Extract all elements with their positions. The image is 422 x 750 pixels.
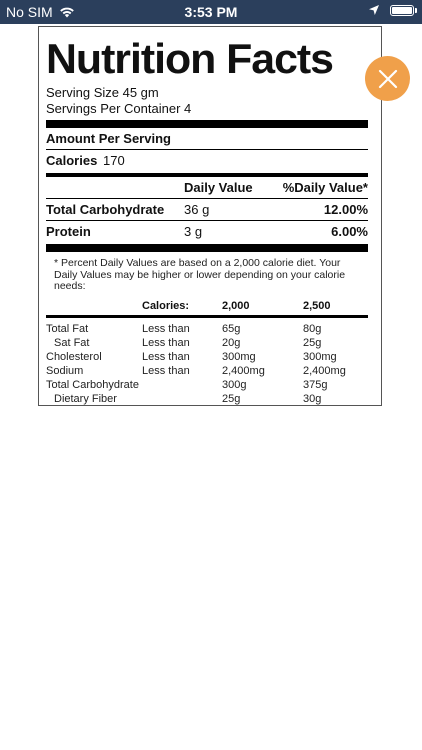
servings-per-container: Servings Per Container 4	[46, 101, 192, 116]
status-bar	[0, 0, 422, 24]
nutrition-label	[38, 26, 382, 406]
reference-row	[46, 322, 368, 336]
ref-qualifier: Less than	[142, 350, 190, 363]
ref-value-2500: 80g	[303, 322, 322, 335]
col-pct-daily-value: %Daily Value*	[282, 180, 368, 195]
reference-row	[46, 350, 368, 364]
nutrient-pct: 12.00%	[323, 202, 368, 217]
nutrient-amount: 36 g	[184, 202, 210, 217]
ref-value-2000: 25g	[222, 392, 241, 405]
ref-value-2500: 300mg	[303, 350, 337, 363]
ref-nutrient-name: Total Fat	[46, 322, 89, 335]
reference-table-header	[46, 299, 368, 313]
ref-nutrient-name: Total Carbohydrate	[46, 378, 139, 391]
ref-qualifier: Less than	[142, 322, 190, 335]
ref-nutrient-name: Sodium	[46, 364, 84, 377]
ref-value-2500: 2,400mg	[303, 364, 346, 377]
calories-label: Calories	[46, 153, 98, 168]
ref-value-2000: 20g	[222, 336, 241, 349]
close-button[interactable]	[365, 56, 410, 101]
nutrient-row	[46, 199, 368, 220]
nutrition-label-content	[46, 37, 368, 406]
divider-medium	[46, 315, 368, 318]
status-right-group	[368, 4, 414, 16]
ref-value-2500: 25g	[303, 336, 322, 349]
nutrient-amount: 3 g	[184, 224, 203, 239]
ref-value-2000: 300g	[222, 378, 247, 391]
ref-col-2500: 2,500	[303, 299, 331, 312]
close-icon	[378, 69, 398, 89]
ref-calories-label: Calories:	[142, 299, 190, 312]
amount-per-serving: Amount Per Serving	[46, 131, 171, 146]
col-daily-value: Daily Value	[184, 180, 253, 195]
reference-row	[46, 378, 368, 392]
ref-value-2000: 2,400mg	[222, 364, 265, 377]
battery-icon	[390, 5, 414, 16]
daily-value-footnote: * Percent Daily Values are based on a 2,000 calorie diet. Your Daily Values may be higher or lower depending on your calorie needs:	[54, 257, 346, 292]
label-title: Nutrition Facts	[46, 35, 333, 82]
ref-qualifier: Less than	[142, 336, 190, 349]
ref-col-2000: 2,000	[222, 299, 250, 312]
calories-row	[46, 150, 368, 172]
ref-nutrient-name: Cholesterol	[46, 350, 102, 363]
calories-value: 170	[103, 153, 125, 168]
nutrient-name: Total Carbohydrate	[46, 202, 165, 217]
daily-value-header	[46, 177, 368, 198]
reference-row	[46, 392, 368, 406]
ref-value-2000: 300mg	[222, 350, 256, 363]
carrier-label: No SIM	[6, 4, 53, 20]
ref-nutrient-name: Dietary Fiber	[54, 392, 117, 405]
nutrient-row	[46, 221, 368, 242]
ref-value-2500: 375g	[303, 378, 328, 391]
ref-value-2000: 65g	[222, 322, 241, 335]
nutrient-name: Protein	[46, 224, 91, 239]
status-time: 3:53 PM	[184, 4, 238, 20]
reference-row	[46, 336, 368, 350]
divider-thick	[46, 244, 368, 252]
location-arrow-icon	[368, 4, 380, 16]
nutrient-pct: 6.00%	[331, 224, 368, 239]
divider-thick	[46, 120, 368, 128]
ref-nutrient-name: Sat Fat	[54, 336, 90, 349]
serving-size: Serving Size 45 gm	[46, 85, 159, 100]
ref-qualifier: Less than	[142, 364, 190, 377]
reference-row	[46, 364, 368, 378]
ref-value-2500: 30g	[303, 392, 322, 405]
